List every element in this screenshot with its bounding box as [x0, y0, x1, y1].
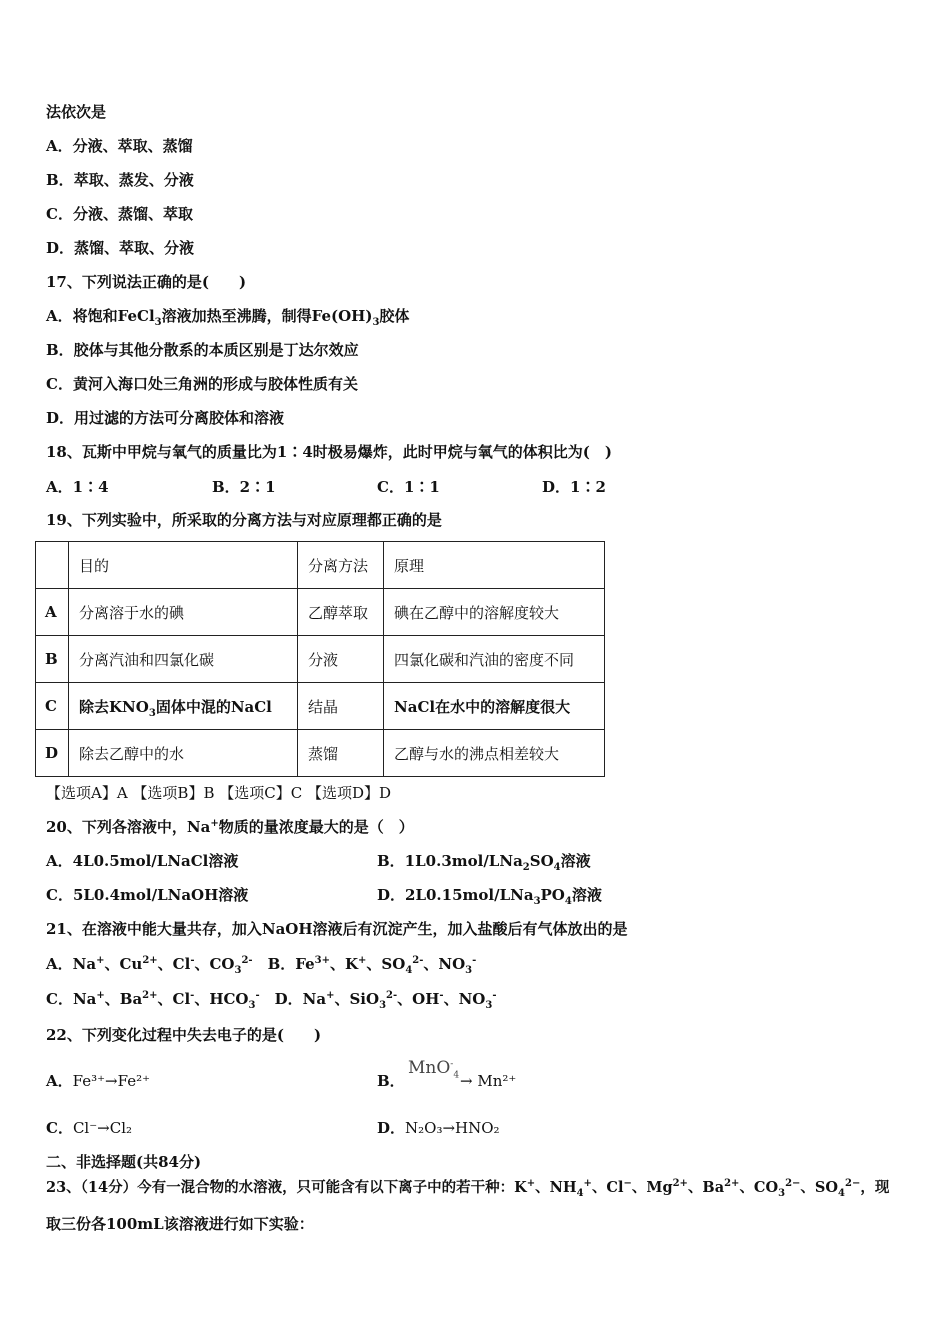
q17-option-c: C．黄河入海口处三角洲的形成与胶体性质有关: [46, 375, 358, 393]
header-method: 分离方法: [298, 542, 384, 589]
row-goal: 除去$KNO_3$固体中混的NaCl: [69, 683, 298, 730]
row-principle: 碘在乙醇中的溶解度较大: [384, 589, 605, 636]
q22-option-d: D．N₂O₃→HNO₂: [377, 1119, 500, 1137]
q21-stem: 21、在溶液中能大量共存，加入NaOH溶液后有沉淀产生，加入盐酸后有气体放出的是: [46, 920, 628, 938]
row-key: C: [36, 683, 69, 730]
q22-stem: 22、下列变化过程中失去电子的是( ): [46, 1026, 322, 1044]
q17-stem: 17、下列说法正确的是( ): [46, 273, 247, 291]
row-method: 乙醇萃取: [298, 589, 384, 636]
q22-option-b: B．: [377, 1072, 405, 1090]
q17-option-a: A．将饱和FeCl$_3$溶液加热至沸腾，制得$Fe(OH)_3$胶体: [46, 307, 410, 328]
q18-option-d: D．1∶2: [542, 478, 606, 496]
q19-stem: 19、下列实验中，所采取的分离方法与对应原理都正确的是: [46, 511, 442, 529]
q20-option-b: B．$1L0.3mol/LNa_2SO_4$溶液: [377, 852, 591, 873]
q23-line2: 取三份各100mL该溶液进行如下实验：: [46, 1215, 314, 1233]
q18-option-b: B．2∶1: [212, 478, 276, 496]
q16-option-b: B．萃取、蒸发、分液: [46, 171, 194, 189]
q16-stem-tail: 法依次是: [46, 103, 107, 121]
section-title: 二、非选择题(共84分): [46, 1153, 202, 1171]
q20-stem: 20、下列各溶液中，Na+物质的量浓度最大的是（ ）: [46, 818, 414, 836]
row-key: D: [36, 730, 69, 777]
q16-option-c: C．分液、蒸馏、萃取: [46, 205, 193, 223]
q23-line1: 23、（14分）今有一混合物的水溶液，只可能含有以下离子中的若干种：K+、$NH_4^+$、Cl−、$Mg^{2+}$、$Ba^{2+}$、$CO_3^{2-}$、$SO_4^{2-}$，现: [46, 1178, 890, 1199]
permanganate-formula: MnO-$_4$: [408, 1058, 460, 1081]
table-header-row: [36, 542, 605, 589]
q18-option-c: C．1∶1: [377, 478, 440, 496]
row-goal: 除去乙醇中的水: [69, 730, 298, 777]
header-principle: 原理: [384, 542, 605, 589]
q18-stem: 18、瓦斯中甲烷与氧气的质量比为1∶4时极易爆炸，此时甲烷与氧气的体积比为( ): [46, 443, 612, 461]
row-method: 结晶: [298, 683, 384, 730]
row-key: A: [36, 589, 69, 636]
q19-choices: 【选项A】A 【选项B】B 【选项C】C 【选项D】D: [46, 784, 392, 802]
row-principle: 乙醇与水的沸点相差较大: [384, 730, 605, 777]
row-principle: NaCl在水中的溶解度很大: [384, 683, 605, 730]
table-row: [36, 730, 605, 777]
row-method: 分液: [298, 636, 384, 683]
row-goal: 分离汽油和四氯化碳: [69, 636, 298, 683]
row-key: B: [36, 636, 69, 683]
q20-option-c: C．5L0.4mol/LNaOH溶液: [46, 886, 249, 904]
q17-option-b: B．胶体与其他分散系的本质区别是丁达尔效应: [46, 341, 359, 359]
q20-option-d: D．$2L0.15mol/LNa_3PO_4$溶液: [377, 886, 602, 907]
row-method: 蒸馏: [298, 730, 384, 777]
q17-option-d: D．用过滤的方法可分离胶体和溶液: [46, 409, 285, 427]
q16-option-d: D．蒸馏、萃取、分液: [46, 239, 195, 257]
q19-table: [35, 541, 605, 777]
q21-options-cd: C．Na+、$Ba^{2+}$、Cl-、$HCO_3^-$ D．Na+、SiO$_3^{2-}$、OH-、$NO_3^-$: [46, 990, 497, 1011]
table-corner-cell: [36, 542, 69, 589]
row-principle: 四氯化碳和汽油的密度不同: [384, 636, 605, 683]
row-goal: 分离溶于水的碘: [69, 589, 298, 636]
q22-option-a: A．Fe³⁺→Fe²⁺: [46, 1072, 150, 1090]
table-row: [36, 589, 605, 636]
q18-option-a: A．1∶4: [46, 478, 109, 496]
q21-options-ab: A．Na+、$Cu^{2+}$、Cl-、$CO_3^{2-}$ B．$Fe^{3+}$、K+、$SO_4^{2-}$、$NO_3^-$: [46, 955, 477, 976]
q16-option-a: A．分液、萃取、蒸馏: [46, 137, 193, 155]
table-row: [36, 636, 605, 683]
q22-option-c: C．Cl⁻→Cl₂: [46, 1119, 133, 1137]
q22-option-b-product: → Mn²⁺: [460, 1072, 517, 1090]
q20-option-a: A．4L0.5mol/LNaCl溶液: [46, 852, 239, 870]
table-row: [36, 683, 605, 730]
header-goal: 目的: [69, 542, 298, 589]
